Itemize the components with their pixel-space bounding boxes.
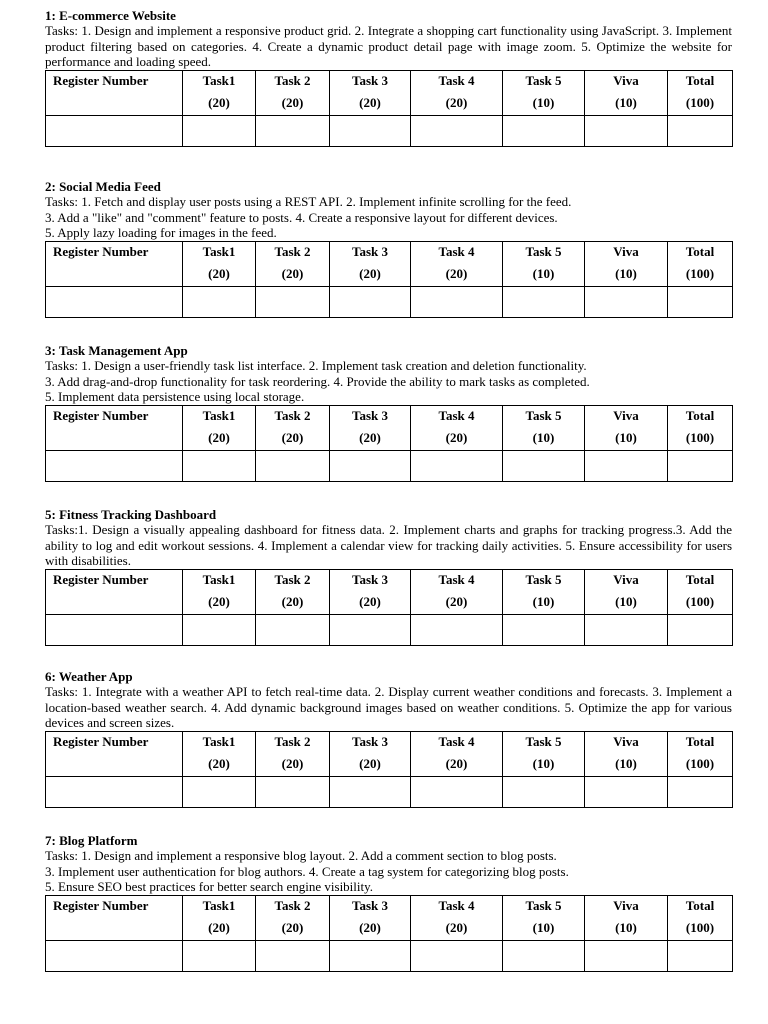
task-line: 3. Implement user authentication for blog authors. 4. Create a tag system for categorizing blog posts. bbox=[45, 863, 569, 879]
marks-entry-cell bbox=[330, 614, 411, 645]
column-name: Viva bbox=[613, 72, 639, 88]
marks-entry-cell bbox=[330, 776, 411, 807]
column-name: Register Number bbox=[53, 733, 149, 749]
column-max-marks: (20) bbox=[208, 593, 230, 609]
marks-entry-cell bbox=[503, 450, 585, 481]
column-header bbox=[256, 569, 330, 614]
column-header bbox=[503, 569, 585, 614]
marks-entry-cell bbox=[183, 115, 256, 146]
column-max-marks: (10) bbox=[532, 265, 555, 281]
column-header bbox=[330, 895, 411, 940]
marks-entry-cell bbox=[330, 286, 411, 317]
marks-entry-cell bbox=[668, 450, 733, 481]
task-description bbox=[45, 684, 732, 731]
column-name: Total bbox=[685, 72, 715, 88]
marks-entry-cell bbox=[411, 776, 503, 807]
marks-entry-cell bbox=[46, 115, 183, 146]
marks-entry-cell bbox=[330, 940, 411, 971]
task-description bbox=[45, 848, 732, 895]
column-name: Total bbox=[685, 407, 715, 423]
table-header-row bbox=[46, 731, 733, 776]
column-name: Total bbox=[685, 243, 715, 259]
column-header bbox=[668, 895, 733, 940]
column-name: Task 3 bbox=[351, 571, 389, 587]
marks-entry-cell bbox=[668, 614, 733, 645]
table-header-row bbox=[46, 569, 733, 614]
column-max-marks: (20) bbox=[208, 94, 230, 110]
column-max-marks: (10) bbox=[532, 429, 555, 445]
column-name: Task1 bbox=[202, 733, 236, 749]
assignment-section bbox=[45, 833, 732, 972]
marks-entry-cell bbox=[256, 450, 330, 481]
column-name: Task 2 bbox=[274, 72, 311, 88]
column-max-marks: (20) bbox=[359, 429, 381, 445]
column-max-marks: (20) bbox=[359, 593, 381, 609]
column-name: Viva bbox=[613, 733, 639, 749]
column-name: Total bbox=[685, 733, 715, 749]
column-header bbox=[256, 895, 330, 940]
column-max-marks: (20) bbox=[359, 755, 381, 771]
marks-entry-cell bbox=[256, 614, 330, 645]
column-max-marks: (20) bbox=[445, 755, 468, 771]
table-row bbox=[46, 940, 733, 971]
column-header bbox=[183, 895, 256, 940]
column-header bbox=[411, 895, 503, 940]
column-name: Task 2 bbox=[274, 733, 311, 749]
column-header bbox=[668, 405, 733, 450]
task-description bbox=[45, 522, 732, 569]
column-name: Task1 bbox=[202, 571, 236, 587]
column-header bbox=[183, 569, 256, 614]
column-header bbox=[183, 241, 256, 286]
column-max-marks: (10) bbox=[615, 919, 637, 935]
column-header bbox=[503, 731, 585, 776]
table-row bbox=[46, 286, 733, 317]
column-header bbox=[330, 241, 411, 286]
table-row bbox=[46, 614, 733, 645]
marks-entry-cell bbox=[183, 286, 256, 317]
marks-entry-cell bbox=[183, 450, 256, 481]
column-header bbox=[183, 731, 256, 776]
section-title: 5: Fitness Tracking Dashboard bbox=[45, 507, 217, 522]
column-header bbox=[585, 731, 668, 776]
column-name: Task 5 bbox=[525, 571, 562, 587]
marks-entry-cell bbox=[256, 115, 330, 146]
table-header-row bbox=[46, 895, 733, 940]
column-max-marks: (20) bbox=[445, 919, 468, 935]
column-name: Task 4 bbox=[438, 72, 475, 88]
section-title: 6: Weather App bbox=[45, 669, 133, 684]
marks-entry-cell bbox=[503, 614, 585, 645]
column-header bbox=[46, 241, 183, 286]
column-name: Task 4 bbox=[438, 407, 475, 423]
marks-entry-cell bbox=[411, 286, 503, 317]
column-name: Task 4 bbox=[438, 733, 475, 749]
table-header-row bbox=[46, 405, 733, 450]
column-name: Task 5 bbox=[525, 243, 562, 259]
column-max-marks: (10) bbox=[615, 265, 637, 281]
column-header bbox=[411, 241, 503, 286]
column-name: Task 3 bbox=[351, 243, 389, 259]
column-header bbox=[411, 405, 503, 450]
column-header bbox=[668, 70, 733, 115]
column-max-marks: (100) bbox=[685, 429, 715, 445]
task-line: Tasks: 1. Design and implement a responsive product grid. 2. Integrate a shopping cart functionality using JavaScript. 3. Implement product filtering based on categories. 4. Create a dynamic product detail page with image zoom. 5. Optimize the website for performance and loading speed. bbox=[45, 23, 732, 69]
column-header bbox=[668, 241, 733, 286]
column-header bbox=[46, 731, 183, 776]
column-header bbox=[503, 405, 585, 450]
marks-entry-cell bbox=[256, 776, 330, 807]
column-max-marks: (10) bbox=[532, 755, 555, 771]
column-name: Viva bbox=[613, 571, 639, 587]
column-header bbox=[46, 70, 183, 115]
column-max-marks: (20) bbox=[281, 755, 304, 771]
column-header bbox=[256, 731, 330, 776]
column-name: Task 2 bbox=[274, 243, 311, 259]
task-line: Tasks:1. Design a visually appealing dashboard for fitness data. 2. Implement charts and graphs for tracking progress.3. Add the ability to log and edit workout sessions. 4. Implement a calendar view for tracking daily activities. 5. Ensure accessibility for users with disabilities. bbox=[45, 522, 732, 568]
grading-table bbox=[45, 405, 733, 482]
column-header bbox=[585, 895, 668, 940]
marks-entry-cell bbox=[585, 115, 668, 146]
marks-entry-cell bbox=[256, 286, 330, 317]
column-max-marks: (20) bbox=[208, 755, 230, 771]
column-name: Task 3 bbox=[351, 72, 389, 88]
marks-entry-cell bbox=[585, 940, 668, 971]
marks-entry-cell bbox=[585, 776, 668, 807]
column-max-marks: (20) bbox=[445, 593, 468, 609]
assignment-section bbox=[45, 8, 732, 147]
column-max-marks: (100) bbox=[685, 265, 715, 281]
marks-entry-cell bbox=[183, 940, 256, 971]
task-line: 5. Apply lazy loading for images in the feed. bbox=[45, 225, 277, 240]
assignment-section bbox=[45, 179, 732, 318]
task-description bbox=[45, 194, 732, 241]
column-name: Task 4 bbox=[438, 571, 475, 587]
column-max-marks: (20) bbox=[445, 265, 468, 281]
column-header bbox=[411, 70, 503, 115]
column-header bbox=[256, 70, 330, 115]
marks-entry-cell bbox=[46, 776, 183, 807]
marks-entry-cell bbox=[46, 286, 183, 317]
column-max-marks: (20) bbox=[281, 429, 304, 445]
table-row bbox=[46, 450, 733, 481]
marks-entry-cell bbox=[585, 286, 668, 317]
column-header bbox=[411, 569, 503, 614]
column-name: Total bbox=[685, 897, 715, 913]
column-name: Task 2 bbox=[274, 897, 311, 913]
column-header bbox=[330, 405, 411, 450]
marks-entry-cell bbox=[46, 450, 183, 481]
table-header-row bbox=[46, 241, 733, 286]
table-row bbox=[46, 115, 733, 146]
grading-table bbox=[45, 70, 733, 147]
task-line: 3. Add a "like" and "comment" feature to posts. 4. Create a responsive layout for different devices. bbox=[45, 209, 558, 225]
column-header bbox=[585, 405, 668, 450]
column-max-marks: (10) bbox=[532, 94, 555, 110]
column-name: Task 4 bbox=[438, 897, 475, 913]
table-header-row bbox=[46, 70, 733, 115]
column-header bbox=[183, 405, 256, 450]
marks-entry-cell bbox=[256, 940, 330, 971]
column-header bbox=[668, 731, 733, 776]
marks-entry-cell bbox=[503, 940, 585, 971]
column-name: Task 5 bbox=[525, 407, 562, 423]
column-header bbox=[503, 70, 585, 115]
column-header bbox=[503, 895, 585, 940]
grading-table bbox=[45, 895, 733, 972]
column-header bbox=[256, 241, 330, 286]
column-max-marks: (20) bbox=[445, 429, 468, 445]
column-max-marks: (10) bbox=[615, 593, 637, 609]
marks-entry-cell bbox=[585, 614, 668, 645]
column-header bbox=[330, 731, 411, 776]
column-header bbox=[585, 241, 668, 286]
column-header bbox=[585, 70, 668, 115]
column-name: Viva bbox=[613, 243, 639, 259]
marks-entry-cell bbox=[668, 286, 733, 317]
marks-entry-cell bbox=[668, 776, 733, 807]
column-max-marks: (20) bbox=[281, 265, 304, 281]
column-max-marks: (20) bbox=[208, 919, 230, 935]
column-header bbox=[46, 405, 183, 450]
column-name: Task 3 bbox=[351, 407, 389, 423]
column-name: Task 5 bbox=[525, 733, 562, 749]
column-header bbox=[330, 569, 411, 614]
column-name: Register Number bbox=[53, 571, 149, 587]
column-max-marks: (10) bbox=[532, 919, 555, 935]
grading-table bbox=[45, 569, 733, 646]
marks-entry-cell bbox=[183, 614, 256, 645]
column-max-marks: (20) bbox=[445, 94, 468, 110]
marks-entry-cell bbox=[330, 450, 411, 481]
marks-entry-cell bbox=[585, 450, 668, 481]
column-name: Total bbox=[685, 571, 715, 587]
task-description bbox=[45, 358, 732, 405]
assignment-section bbox=[45, 507, 732, 646]
column-name: Task1 bbox=[202, 243, 236, 259]
column-name: Task1 bbox=[202, 72, 236, 88]
marks-entry-cell bbox=[503, 776, 585, 807]
column-max-marks: (20) bbox=[281, 94, 304, 110]
task-line: Tasks: 1. Integrate with a weather API to fetch real-time data. 2. Display current weather conditions and forecasts. 3. Implement a location-based weather search. 4. Add dynamic background images based on weather conditions. 5. Optimize the app for various devices and screen sizes. bbox=[45, 684, 732, 730]
column-header bbox=[46, 895, 183, 940]
column-max-marks: (10) bbox=[532, 593, 555, 609]
marks-entry-cell bbox=[411, 614, 503, 645]
task-line: 3. Add drag-and-drop functionality for task reordering. 4. Provide the ability to mark tasks as completed. bbox=[45, 373, 590, 389]
marks-entry-cell bbox=[411, 450, 503, 481]
column-max-marks: (100) bbox=[685, 919, 715, 935]
column-name: Task 3 bbox=[351, 897, 389, 913]
task-line: Tasks: 1. Fetch and display user posts using a REST API. 2. Implement infinite scrolling for the feed. bbox=[45, 194, 572, 209]
task-line: Tasks: 1. Design a user-friendly task list interface. 2. Implement task creation and deletion functionality. bbox=[45, 358, 587, 373]
column-header bbox=[183, 70, 256, 115]
column-max-marks: (10) bbox=[615, 755, 637, 771]
column-name: Task 3 bbox=[351, 733, 389, 749]
column-name: Viva bbox=[613, 407, 639, 423]
column-name: Task1 bbox=[202, 407, 236, 423]
marks-entry-cell bbox=[411, 940, 503, 971]
column-max-marks: (100) bbox=[685, 755, 715, 771]
column-max-marks: (100) bbox=[685, 593, 715, 609]
column-name: Task 2 bbox=[274, 571, 311, 587]
grading-table bbox=[45, 731, 733, 808]
marks-entry-cell bbox=[46, 614, 183, 645]
marks-entry-cell bbox=[330, 115, 411, 146]
table-row bbox=[46, 776, 733, 807]
task-line: 5. Implement data persistence using local storage. bbox=[45, 389, 305, 404]
column-max-marks: (20) bbox=[359, 919, 381, 935]
column-name: Task 4 bbox=[438, 243, 475, 259]
column-max-marks: (10) bbox=[615, 94, 637, 110]
column-header bbox=[256, 405, 330, 450]
column-header bbox=[503, 241, 585, 286]
column-max-marks: (10) bbox=[615, 429, 637, 445]
section-title: 1: E-commerce Website bbox=[45, 8, 176, 23]
marks-entry-cell bbox=[411, 115, 503, 146]
column-name: Task 2 bbox=[274, 407, 311, 423]
column-max-marks: (20) bbox=[281, 593, 304, 609]
column-name: Register Number bbox=[53, 243, 149, 259]
column-max-marks: (20) bbox=[359, 94, 381, 110]
marks-entry-cell bbox=[668, 940, 733, 971]
column-name: Register Number bbox=[53, 407, 149, 423]
column-name: Viva bbox=[613, 897, 639, 913]
column-max-marks: (20) bbox=[359, 265, 381, 281]
marks-entry-cell bbox=[668, 115, 733, 146]
task-line: Tasks: 1. Design and implement a responsive blog layout. 2. Add a comment section to blog posts. bbox=[45, 848, 557, 863]
column-name: Task1 bbox=[202, 897, 236, 913]
section-title: 3: Task Management App bbox=[45, 343, 188, 358]
section-title: 2: Social Media Feed bbox=[45, 179, 161, 194]
column-header bbox=[46, 569, 183, 614]
column-max-marks: (100) bbox=[685, 94, 715, 110]
task-description bbox=[45, 23, 732, 70]
column-max-marks: (20) bbox=[281, 919, 304, 935]
section-title: 7: Blog Platform bbox=[45, 833, 138, 848]
column-header bbox=[585, 569, 668, 614]
task-line: 5. Ensure SEO best practices for better search engine visibility. bbox=[45, 879, 374, 894]
grading-table bbox=[45, 241, 733, 318]
column-max-marks: (20) bbox=[208, 429, 230, 445]
column-name: Task 5 bbox=[525, 72, 562, 88]
column-header bbox=[411, 731, 503, 776]
marks-entry-cell bbox=[503, 286, 585, 317]
column-name: Register Number bbox=[53, 897, 149, 913]
column-header bbox=[668, 569, 733, 614]
column-header bbox=[330, 70, 411, 115]
marks-entry-cell bbox=[183, 776, 256, 807]
column-name: Task 5 bbox=[525, 897, 562, 913]
assignment-section bbox=[45, 343, 732, 482]
marks-entry-cell bbox=[46, 940, 183, 971]
column-max-marks: (20) bbox=[208, 265, 230, 281]
column-name: Register Number bbox=[53, 72, 149, 88]
assignment-section bbox=[45, 669, 732, 808]
marks-entry-cell bbox=[503, 115, 585, 146]
